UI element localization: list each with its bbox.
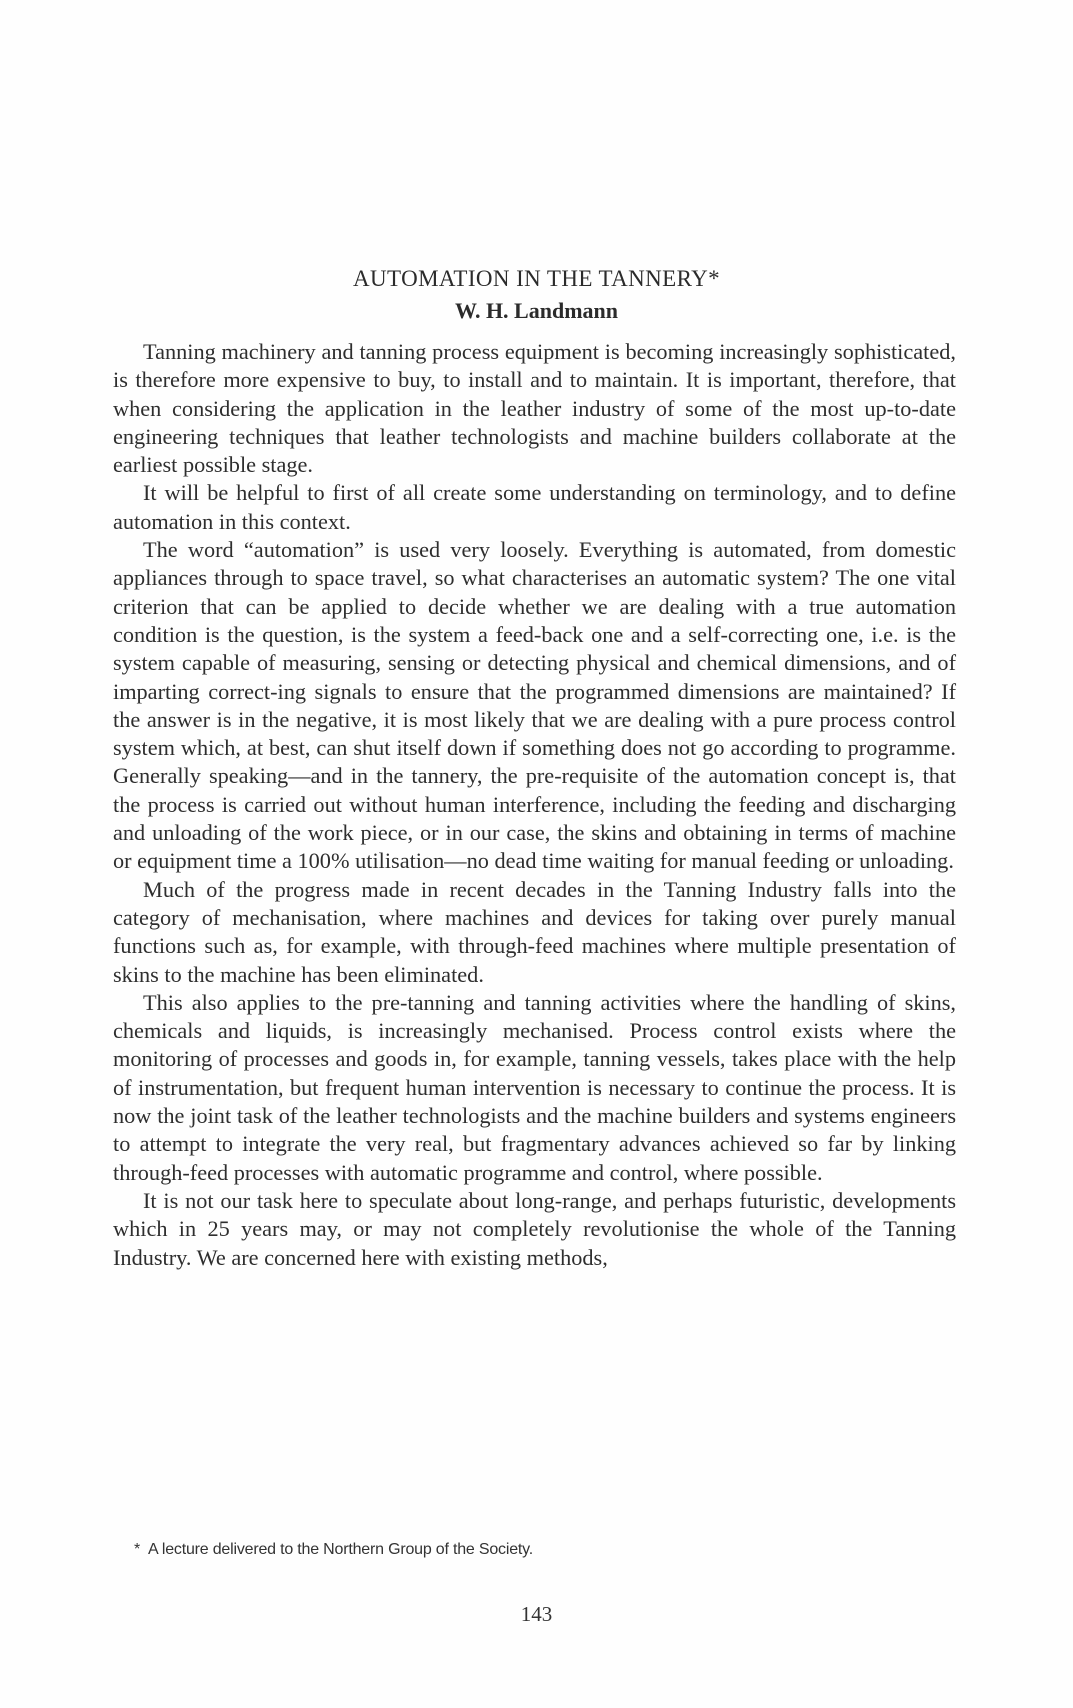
- paragraph: It will be helpful to first of all create some understanding on terminology, and to define automation in this context.: [113, 480, 956, 534]
- paragraph: This also applies to the pre-tanning and tanning activities where the handling of skins, chemicals and liquids, is increasingly mechanised. Process control exists where the monitoring of processes and goods in, for example, tanning vessels, takes place with the help of instrumentation, but frequent human intervention is necessary to continue the process. It is now the joint task of the leather technologists and the machine builders and systems engineers to attempt to integrate the very real, but fragmentary advances achieved so far by linking through-feed processes with automatic programme and control, where possible.: [113, 989, 956, 1185]
- paragraph: Tanning machinery and tanning process equipment is becoming increasingly sophisticated, is therefore more expensive to buy, to install and to maintain. It is important, therefore, that when considering the application in the leather industry of some of the most up-to-date engineering techniques that leather technologists and machine builders collaborate at the earliest possible stage.: [113, 339, 956, 478]
- paragraph: The word “automation” is used very loosely. Everything is automated, from domestic appliances through to space travel, so what characterises an automatic system? The one vital criterion that can be applied to decide whether we are dealing with a true automation condition is the question, is the system a feed-back one and a self-correcting one, i.e. is the system capable of measuring, sensing or detecting physical and chemical dimensions, and of imparting correct-ing signals to ensure that the programmed dimensions are maintained? If the answer is in the negative, it is most likely that we are dealing with a pure process control system which, at best, can shut itself down if something does not go according to programme. Generally speaking—and in the tannery, the pre-requisite of the automation concept is, that the process is carried out without human interference, including the feeding and discharging and unloading of the work piece, or in our case, the skins and obtaining in terms of machine or equipment time a 100% utilisation—no dead time waiting for manual feeding or unloading.: [113, 537, 956, 874]
- paragraph: It is not our task here to speculate about long-range, and perhaps futuristic, developments which in 25 years may, or may not completely revolutionise the whole of the Tanning Industry. We are concerned here with existing methods,: [113, 1187, 956, 1270]
- page-number: 143: [520, 1602, 553, 1626]
- article-body: [113, 338, 956, 1272]
- article-title: AUTOMATION IN THE TANNERY*: [353, 266, 720, 291]
- article-author: W. H. Landmann: [454, 298, 619, 323]
- paragraph: Much of the progress made in recent decades in the Tanning Industry falls into the category of mechanisation, where machines and devices for taking over purely manual functions such as, for example, with through-feed machines where multiple presentation of skins to the machine has been eliminated.: [113, 876, 956, 987]
- footnote: [134, 1541, 533, 1559]
- footnote-mark: *: [134, 1541, 141, 1558]
- footnote-text: A lecture delivered to the Northern Group of the Society.: [148, 1541, 533, 1558]
